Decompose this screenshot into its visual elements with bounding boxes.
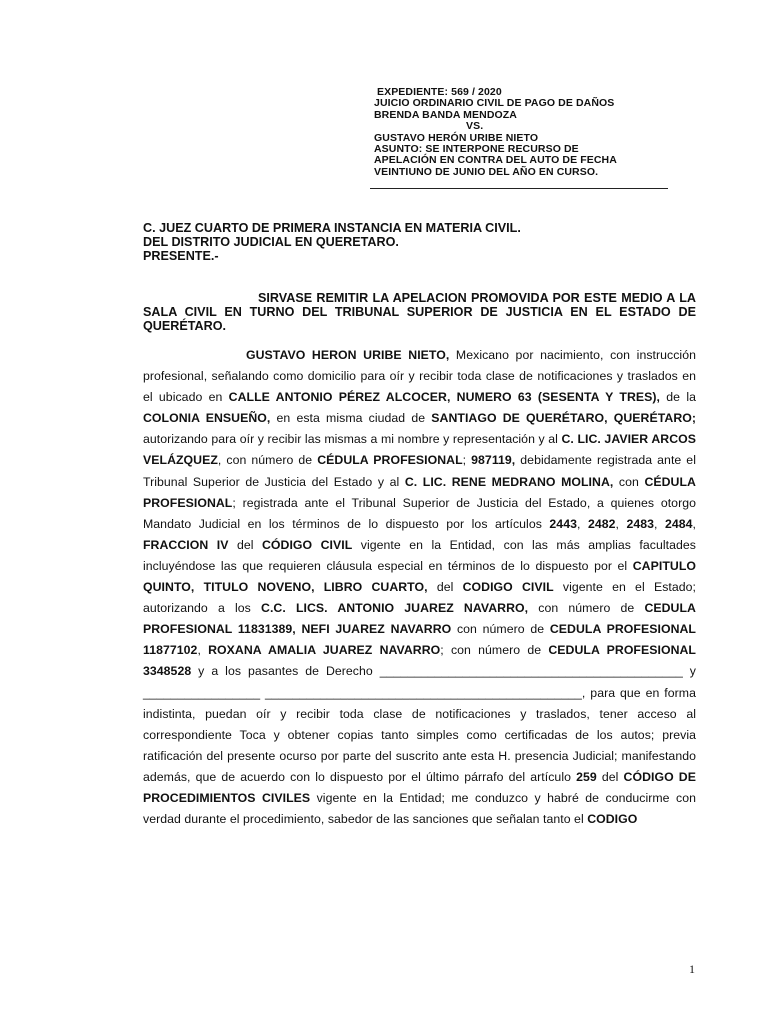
address-colony: COLONIA ENSUEÑO, bbox=[143, 411, 271, 426]
body-text: , bbox=[692, 516, 696, 531]
body-text: , bbox=[615, 516, 627, 531]
license-label: CÉDULA PROFESIONAL bbox=[143, 474, 696, 510]
article-number: 2443 bbox=[549, 516, 577, 531]
body-text: , bbox=[654, 516, 665, 531]
article-number: 2482 bbox=[587, 516, 616, 531]
body-text: vigente en el Estado; autorizando a los bbox=[143, 580, 696, 616]
body-text: del bbox=[228, 537, 262, 552]
code-name: CÓDIGO DE PROCEDIMIENTOS CIVILES bbox=[143, 769, 696, 805]
body-text: vigente en la Entidad; me conduzco y habré de conducirme con verdad durante el procedimiento, sabedor de las sanciones que señalan tanto el bbox=[143, 790, 696, 827]
license-number-4: CEDULA PROFESIONAL 3348528 bbox=[143, 643, 696, 679]
subject-line-1: ASUNTO: SE INTERPONE RECURSO DE bbox=[374, 143, 579, 156]
addressee-line-3: PRESENTE.- bbox=[143, 249, 219, 263]
body-text: con número de bbox=[528, 601, 645, 616]
body-text: con bbox=[613, 474, 645, 489]
body-text: , con número de bbox=[217, 453, 318, 468]
address-city: SANTIAGO DE QUERÉTARO, QUERÉTARO; bbox=[431, 411, 697, 426]
body-paragraph bbox=[143, 345, 696, 830]
lawyer-name-2: C. LIC. RENE MEDRANO MOLINA, bbox=[404, 474, 614, 489]
address-street: CALLE ANTONIO PÉREZ ALCOCER, NUMERO 63 (SESENTA Y TRES), bbox=[228, 390, 661, 405]
addressee-line-2: DEL DISTRITO JUDICIAL EN QUERETARO. bbox=[143, 235, 399, 249]
page-number: 1 bbox=[689, 962, 695, 976]
body-text: ; bbox=[462, 453, 472, 468]
license-label: CÉDULA PROFESIONAL bbox=[317, 453, 463, 468]
body-text: debidamente registrada ante el Tribunal Superior de Justicia del Estado y al bbox=[143, 453, 696, 489]
code-name: CODIGO bbox=[587, 812, 638, 827]
promovente-name: GUSTAVO HERON URIBE NIETO, bbox=[246, 348, 450, 362]
body-text: en esta misma ciudad de bbox=[270, 411, 432, 426]
authorized-lawyer-3: ROXANA AMALIA JUAREZ NAVARRO bbox=[208, 643, 441, 658]
body-text: vigente en la Entidad, con las más amplias facultades incluyéndose las que requieren cláusula especial en términos de lo dispuesto por el bbox=[143, 537, 696, 573]
case-number: EXPEDIENTE: 569 / 2020 bbox=[377, 86, 502, 98]
article-number: 2484 bbox=[664, 516, 693, 531]
body-text: ; con número de bbox=[440, 643, 549, 658]
defendant-name: GUSTAVO HERÓN URIBE NIETO bbox=[374, 131, 539, 144]
subject-line-3: VEINTIUNO DE JUNIO DEL AÑO EN CURSO. bbox=[374, 165, 599, 178]
body-text: autorizando para oír y recibir las mismas a mi nombre y representación y al bbox=[143, 432, 562, 447]
code-name: CÓDIGO CIVIL bbox=[261, 537, 353, 552]
body-text: ; registrada ante el Tribunal Superior de Justicia del Estado, a quienes otorgo Mandato Judicial en los términos de lo dispuesto por los artículos bbox=[143, 495, 696, 531]
subject-line-2: APELACIÓN EN CONTRA DEL AUTO DE FECHA bbox=[374, 154, 617, 167]
article-number: 2483 bbox=[626, 516, 655, 531]
versus-label: VS. bbox=[466, 120, 484, 133]
addressee-block bbox=[143, 221, 703, 263]
header-divider bbox=[370, 188, 668, 189]
body-text: con número de bbox=[451, 622, 550, 637]
body-text: del bbox=[427, 580, 463, 595]
authorized-lawyer-2: CEDULA PROFESIONAL 11831389, NEFI JUAREZ NAVARRO bbox=[143, 601, 696, 637]
license-number-3: CEDULA PROFESIONAL 11877102 bbox=[143, 622, 696, 658]
body-text: , bbox=[197, 643, 209, 658]
plaintiff-name: BRENDA BANDA MENDOZA bbox=[374, 108, 517, 121]
remittance-request: SIRVASE REMITIR LA APELACION PROMOVIDA POR ESTE MEDIO A LA SALA CIVIL EN TURNO DEL TRIBUNAL SUPERIOR DE JUSTICIA EN EL ESTADO DE QUERÉTARO. bbox=[143, 291, 696, 333]
body-text: del bbox=[596, 769, 624, 784]
lawyer-name-1: C. LIC. JAVIER ARCOS VELÁZQUEZ bbox=[143, 432, 696, 468]
trial-type: JUICIO ORDINARIO CIVIL DE PAGO DE DAÑOS bbox=[374, 97, 615, 110]
fraction-label: FRACCION IV bbox=[143, 537, 229, 552]
body-text: Mexicano por nacimiento, con instrucción profesional, señalando como domicilio para oír y recibir toda clase de notificaciones y traslados en el ubicado en bbox=[143, 348, 696, 405]
code-section: CAPITULO QUINTO, TITULO NOVENO, LIBRO CUARTO, bbox=[143, 558, 696, 595]
body-text: y a los pasantes de Derecho ____________________________________________ y _________________ ______________________________________________, para que en forma indistinta, puedan oír y recibir toda clase de notificaciones y traslados, tener acceso al correspondiente Toca y obtener copias tanto simples como certificadas de los autos; previa ratificación del presente ocurso por parte del suscrito ante esta H. presencia Judicial; manifestando además, que de acuerdo con lo dispuesto por el último párrafo del artículo bbox=[143, 664, 696, 784]
case-header bbox=[374, 87, 674, 178]
body-text: , bbox=[576, 516, 588, 531]
article-number: 259 bbox=[576, 769, 597, 784]
license-number-1: 987119, bbox=[471, 453, 516, 468]
code-name: CODIGO CIVIL bbox=[462, 580, 554, 595]
authorized-lawyer-1: C.C. LICS. ANTONIO JUAREZ NAVARRO, bbox=[261, 601, 529, 616]
addressee-line-1: C. JUEZ CUARTO DE PRIMERA INSTANCIA EN MATERIA CIVIL. bbox=[143, 221, 521, 235]
body-text: de la bbox=[660, 390, 696, 405]
